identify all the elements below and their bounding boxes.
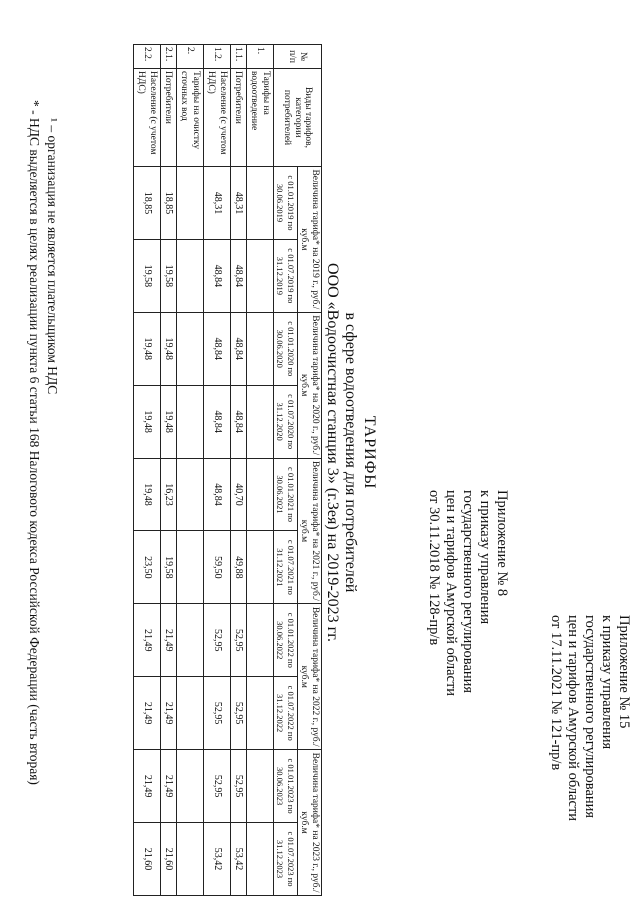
tariff-value: 21,49: [161, 750, 177, 823]
header-year: Величина тарифа* на 2019 г., руб./куб.м: [298, 167, 322, 313]
tariff-value: 48,84: [231, 239, 247, 312]
tariff-value: 59,50: [204, 531, 231, 604]
title-line-2: в сфере водоотведения для потребителей: [342, 312, 360, 593]
table-row: [161, 45, 177, 896]
header-period: с 01.07.2023 по 31.12.2023: [274, 823, 298, 896]
header-year: Величина тарифа* на 2020 г., руб./куб.м: [298, 312, 322, 458]
table-row: [134, 45, 161, 896]
row-number: 2.: [177, 45, 204, 69]
header-period: с 01.07.2020 по 31.12.2020: [274, 385, 298, 458]
header-period: с 01.01.2019 по 30.06.2019: [274, 167, 298, 240]
tariff-value: [177, 239, 204, 312]
tariff-value: 19,48: [134, 385, 161, 458]
tariff-value: [177, 531, 204, 604]
appendix-line: к приказу управления: [477, 490, 493, 625]
tariff-value: 52,95: [231, 750, 247, 823]
header-period: с 01.01.2022 по 30.06.2022: [274, 604, 298, 677]
tariff-value: 19,58: [161, 239, 177, 312]
row-number: 1.: [247, 45, 274, 69]
row-category: Тарифы на очистку сточных вод: [177, 69, 204, 167]
tariff-value: 21,60: [134, 823, 161, 896]
tariff-value: 19,48: [161, 312, 177, 385]
appendix-line: от 17.11.2021 № 121-пр/в: [548, 615, 564, 771]
tariff-value: [247, 677, 274, 750]
tariff-value: [177, 385, 204, 458]
tariff-value: [247, 312, 274, 385]
tariff-value: 23,50: [134, 531, 161, 604]
tariff-value: 18,85: [161, 167, 177, 240]
tariff-value: [247, 531, 274, 604]
tariff-value: 19,58: [134, 239, 161, 312]
tariff-value: [247, 385, 274, 458]
row-number: 1.1.: [231, 45, 247, 69]
row-number: 1.2.: [204, 45, 231, 69]
tariff-value: [177, 750, 204, 823]
tariff-value: 21,60: [161, 823, 177, 896]
row-category: Потребители: [161, 69, 177, 167]
tariff-value: 53,42: [231, 823, 247, 896]
row-category: Население (с учетом НДС): [134, 69, 161, 167]
tariff-value: 52,95: [231, 677, 247, 750]
footnote-vat-note: * - НДС выделяется в целях реализации пункта 6 статьи 168 Налогового кодекса Российской Федерации (часть вторая): [27, 100, 42, 785]
header-tariff-types: Виды тарифов, категории потребителей: [274, 69, 322, 167]
appendix-8-block: [425, 490, 510, 696]
tariff-value: 48,84: [231, 312, 247, 385]
appendix-15-block: [547, 615, 632, 821]
header-period: с 01.07.2022 по 31.12.2022: [274, 677, 298, 750]
tariff-value: 52,95: [231, 604, 247, 677]
tariff-value: 48,31: [231, 167, 247, 240]
document-title: [323, 0, 379, 905]
tariff-value: [177, 312, 204, 385]
tariff-value: 40,70: [231, 458, 247, 531]
tariff-value: 18,85: [134, 167, 161, 240]
tariff-value: [177, 677, 204, 750]
row-category: Тарифы на водоотведение: [247, 69, 274, 167]
tariff-value: 19,58: [161, 531, 177, 604]
appendix-line: Приложение № 15: [616, 615, 632, 729]
tariff-value: 19,48: [134, 312, 161, 385]
tariff-value: 16,23: [161, 458, 177, 531]
header-period: с 01.07.2021 по 31.12.2021: [274, 531, 298, 604]
tariff-value: 48,84: [204, 385, 231, 458]
header-period: с 01.01.2020 по 30.06.2020: [274, 312, 298, 385]
appendix-line: цен и тарифов Амурской области: [565, 615, 581, 822]
tariff-value: 21,49: [134, 604, 161, 677]
appendix-line: к приказу управления: [599, 615, 615, 750]
tariff-value: 48,84: [204, 312, 231, 385]
tariff-value: [247, 823, 274, 896]
tariff-value: [177, 604, 204, 677]
table-row: [204, 45, 231, 896]
tariff-value: [247, 750, 274, 823]
header-period: с 01.01.2023 по 30.06.2023: [274, 750, 298, 823]
title-main: ТАРИФЫ: [361, 415, 378, 490]
tariff-value: 48,84: [231, 385, 247, 458]
tariff-value: [177, 823, 204, 896]
appendix-line: цен и тарифов Амурской области: [443, 490, 459, 697]
tariff-value: 21,49: [134, 750, 161, 823]
tariff-value: 52,95: [204, 750, 231, 823]
tariff-value: 48,31: [204, 167, 231, 240]
row-category: Потребители: [231, 69, 247, 167]
tariff-value: 48,84: [204, 458, 231, 531]
tariff-value: [247, 604, 274, 677]
tariff-value: [177, 458, 204, 531]
appendix-line: Приложение № 8: [494, 490, 510, 597]
header-period: с 01.07.2019 по 31.12.2019: [274, 239, 298, 312]
tariff-value: 21,49: [134, 677, 161, 750]
tariff-value: 19,48: [134, 458, 161, 531]
footnote-vat-exempt: ¹ – организация не является плательщиком НДС: [45, 118, 60, 395]
appendix-line: государственного регулирования: [582, 615, 598, 819]
tariff-value: [247, 239, 274, 312]
tariff-table: [133, 44, 322, 896]
header-num: № п/п: [274, 45, 322, 69]
appendix-line: государственного регулирования: [460, 490, 476, 694]
tariff-value: 48,84: [204, 239, 231, 312]
row-number: 2.2.: [134, 45, 161, 69]
tariff-value: [247, 167, 274, 240]
header-year: Величина тарифа* на 2023 г., руб./куб.м: [298, 750, 322, 896]
header-year: Величина тарифа* на 2022 г., руб./куб.м: [298, 604, 322, 750]
table-row: [231, 45, 247, 896]
appendix-line: от 30.11.2018 № 128-пр/в: [426, 490, 442, 646]
tariff-value: 53,42: [204, 823, 231, 896]
row-category: Население (с учетом НДС): [204, 69, 231, 167]
tariff-value: [247, 458, 274, 531]
tariff-value: 21,49: [161, 604, 177, 677]
tariff-value: 52,95: [204, 604, 231, 677]
header-period: с 01.01.2021 по 30.06.2021: [274, 458, 298, 531]
row-number: 2.1.: [161, 45, 177, 69]
tariff-value: 49,88: [231, 531, 247, 604]
tariff-value: 21,49: [161, 677, 177, 750]
tariff-value: 19,48: [161, 385, 177, 458]
tariff-value: 52,95: [204, 677, 231, 750]
table-row: [247, 45, 274, 896]
table-row: [177, 45, 204, 896]
header-year: Величина тарифа* на 2021 г., руб./куб.м: [298, 458, 322, 604]
tariff-value: [177, 167, 204, 240]
title-line-3: ООО «Водоочистная станция 3» (г.Зея) на 2019-2023 гг.: [324, 263, 341, 642]
